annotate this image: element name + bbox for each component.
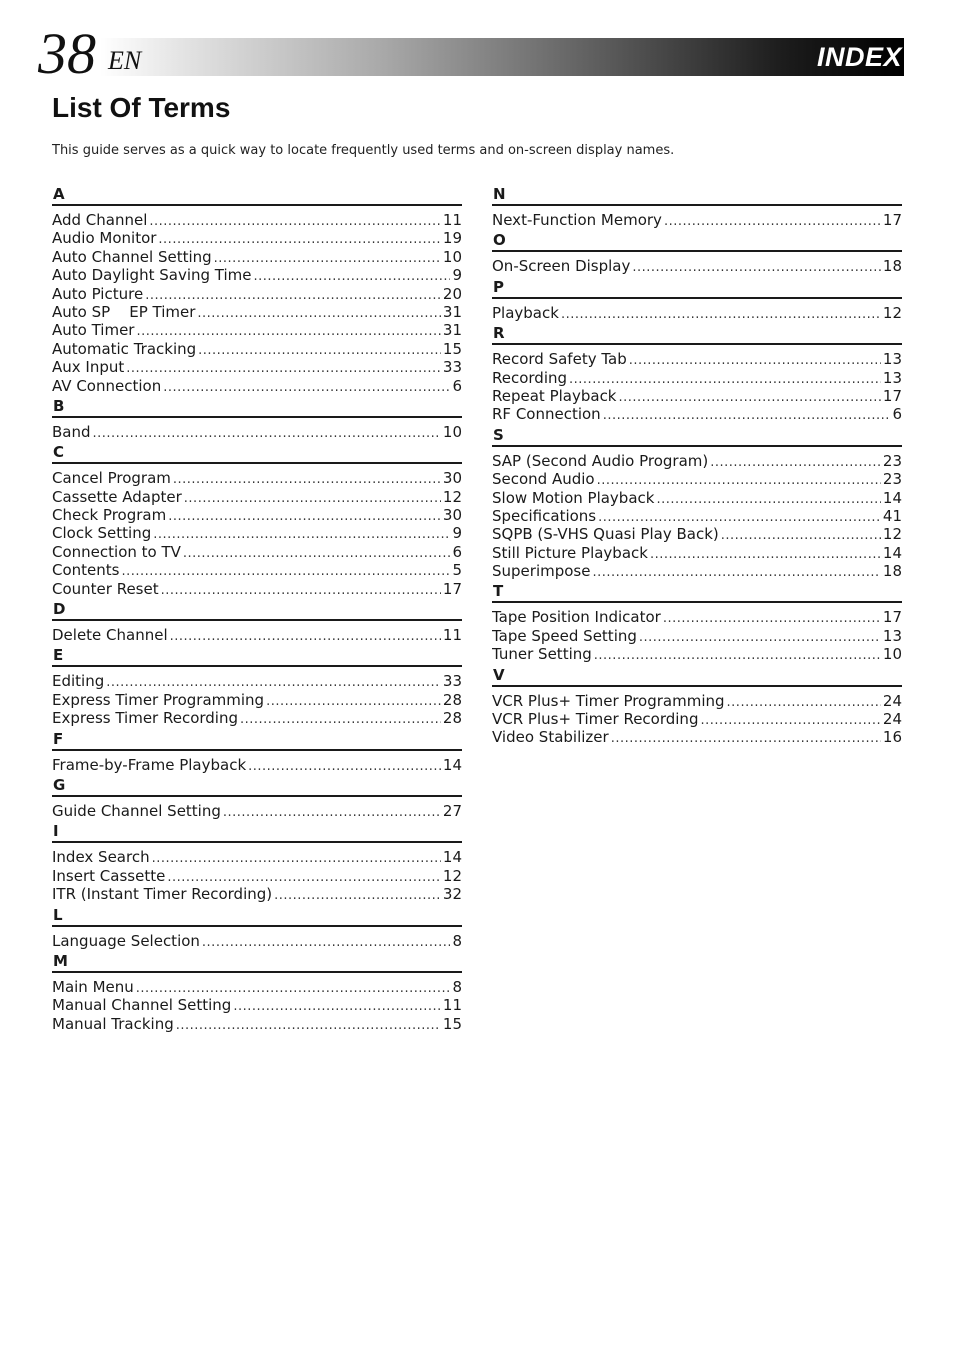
- index-entry: [492, 692, 902, 710]
- index-page-number: 31: [442, 302, 462, 321]
- dot-leader: [126, 360, 441, 376]
- dot-leader: [176, 1017, 441, 1033]
- index-term: Auto Daylight Saving Time: [52, 266, 252, 285]
- header-bar: [100, 38, 904, 76]
- index-page-number: 18: [882, 257, 902, 276]
- index-group-b: [52, 396, 462, 441]
- index-page-number: 30: [442, 469, 462, 488]
- index-entry: [52, 756, 462, 774]
- index-page-number: 8: [452, 977, 462, 996]
- index-term: On-Screen Display: [492, 257, 631, 276]
- dot-leader: [173, 471, 441, 487]
- index-term: Auto Picture: [52, 284, 144, 303]
- index-term: Second Audio: [492, 470, 595, 489]
- index-term: Tape Speed Setting: [492, 626, 637, 645]
- dot-leader: [603, 407, 891, 423]
- dot-leader: [240, 711, 441, 727]
- index-entry: [492, 525, 902, 543]
- index-group-p: [492, 277, 902, 322]
- index-entry: [52, 1015, 462, 1033]
- page-language-code: EN: [108, 46, 142, 75]
- dot-leader: [136, 323, 440, 339]
- dot-leader: [619, 389, 881, 405]
- index-page-number: 13: [882, 626, 902, 645]
- index-letter-heading: G: [52, 775, 462, 797]
- index-page-number: 11: [442, 996, 462, 1015]
- index-entry: [492, 304, 902, 322]
- index-group-d: [52, 599, 462, 644]
- index-term: SAP (Second Audio Program): [492, 451, 709, 470]
- index-term: Express Timer Programming: [52, 690, 265, 709]
- dot-leader: [93, 425, 441, 441]
- index-page-number: 6: [452, 542, 462, 561]
- dot-leader: [629, 352, 881, 368]
- index-entry: [492, 544, 902, 562]
- index-term: Recording: [492, 368, 568, 387]
- index-letter-heading: S: [492, 425, 902, 447]
- index-term: Tape Position Indicator: [492, 608, 661, 627]
- index-entry: [52, 802, 462, 820]
- dot-leader: [223, 804, 441, 820]
- index-page-number: 14: [442, 848, 462, 867]
- dot-leader: [561, 306, 881, 322]
- index-term: VCR Plus+ Timer Programming: [492, 691, 725, 710]
- index-page-number: 16: [882, 728, 902, 747]
- index-entry: [492, 489, 902, 507]
- index-term: Video Stabilizer: [492, 728, 609, 747]
- index-page-number: 10: [442, 247, 462, 266]
- index-term: Index Search: [52, 848, 150, 867]
- index-entry: [52, 266, 462, 284]
- index-term: Automatic Tracking: [52, 339, 197, 358]
- index-term: Express Timer Recording: [52, 709, 239, 728]
- index-term: Counter Reset: [52, 579, 159, 598]
- dot-leader: [183, 545, 451, 561]
- index-page-number: 23: [882, 451, 902, 470]
- index-entry: [52, 561, 462, 579]
- dot-leader: [710, 454, 881, 470]
- index-term: Delete Channel: [52, 626, 168, 645]
- index-entry: [52, 580, 462, 598]
- index-page-number: 28: [442, 709, 462, 728]
- index-page-number: 13: [882, 350, 902, 369]
- index-term: Clock Setting: [52, 524, 152, 543]
- index-entry: [492, 562, 902, 580]
- index-entry: [492, 608, 902, 626]
- dot-leader: [197, 305, 441, 321]
- index-page-number: 14: [442, 755, 462, 774]
- index-group-a: [52, 184, 462, 395]
- index-term: Cassette Adapter: [52, 487, 182, 506]
- index-letter-heading: F: [52, 729, 462, 751]
- index-entry: [492, 452, 902, 470]
- index-page-number: 28: [442, 690, 462, 709]
- index-term: Manual Channel Setting: [52, 996, 232, 1015]
- index-entry: [52, 524, 462, 542]
- index-group-n: [492, 184, 902, 229]
- index-term: SQPB (S-VHS Quasi Play Back): [492, 525, 719, 544]
- dot-leader: [167, 869, 441, 885]
- index-entry: [52, 340, 462, 358]
- index-page-number: 8: [452, 931, 462, 950]
- index-term: Slow Motion Playback: [492, 488, 655, 507]
- dot-leader: [266, 693, 441, 709]
- index-entry: [52, 248, 462, 266]
- index-entry: [52, 672, 462, 690]
- index-entry: [52, 996, 462, 1014]
- index-entry: [492, 470, 902, 488]
- index-group-g: [52, 775, 462, 820]
- dot-leader: [214, 250, 441, 266]
- index-entry: [492, 507, 902, 525]
- dot-leader: [632, 259, 881, 275]
- index-entry: [492, 645, 902, 663]
- dot-leader: [639, 629, 881, 645]
- dot-leader: [254, 268, 451, 284]
- index-entry: [492, 350, 902, 368]
- dot-leader: [569, 371, 881, 387]
- index-letter-heading: R: [492, 323, 902, 345]
- index-page-number: 19: [442, 229, 462, 248]
- index-group-l: [52, 905, 462, 950]
- index-letter-heading: B: [52, 396, 462, 418]
- index-entry: [492, 387, 902, 405]
- index-entry: [52, 211, 462, 229]
- index-entry: [52, 506, 462, 524]
- index-group-f: [52, 729, 462, 774]
- index-term: Still Picture Playback: [492, 543, 648, 562]
- index-page-number: 6: [452, 376, 462, 395]
- index-page-number: 5: [452, 561, 462, 580]
- index-column-left: [52, 184, 462, 1034]
- index-page-number: 13: [882, 368, 902, 387]
- index-entry: [52, 229, 462, 247]
- index-page-number: 6: [892, 405, 902, 424]
- index-entry: [52, 423, 462, 441]
- index-page-number: 32: [442, 885, 462, 904]
- index-term: VCR Plus+ Timer Recording: [492, 710, 699, 729]
- index-term: ITR (Instant Timer Recording): [52, 885, 273, 904]
- index-term: Language Selection: [52, 931, 200, 950]
- dot-leader: [136, 980, 451, 996]
- index-page-number: 17: [442, 579, 462, 598]
- index-term: Guide Channel Setting: [52, 801, 221, 820]
- page-title: List Of Terms: [52, 92, 231, 123]
- index-term: Editing: [52, 672, 105, 691]
- index-term: Frame-by-Frame Playback: [52, 755, 247, 774]
- index-group-e: [52, 645, 462, 727]
- index-page-number: 17: [882, 211, 902, 229]
- index-page-number: 31: [442, 321, 462, 340]
- index-letter-heading: E: [52, 645, 462, 667]
- index-term: Band: [52, 422, 91, 441]
- index-group-i: [52, 821, 462, 903]
- index-term: AV Connection: [52, 376, 162, 395]
- index-term: Auto Channel Setting: [52, 247, 212, 266]
- index-entry: [492, 211, 902, 229]
- index-term: Insert Cassette: [52, 866, 166, 885]
- dot-leader: [145, 287, 441, 303]
- index-term: Aux Input: [52, 358, 125, 377]
- dot-leader: [594, 647, 881, 663]
- index-column-right: [492, 184, 902, 748]
- index-term: Superimpose: [492, 562, 591, 581]
- index-letter-heading: M: [52, 951, 462, 973]
- index-letter-heading: L: [52, 905, 462, 927]
- index-entry: [492, 627, 902, 645]
- index-entry: [492, 257, 902, 275]
- index-term: Specifications: [492, 506, 597, 525]
- index-entry: [52, 377, 462, 395]
- dot-leader: [598, 509, 881, 525]
- index-page-number: 10: [882, 645, 902, 664]
- index-entry: [52, 626, 462, 644]
- index-page-number: 12: [882, 303, 902, 322]
- index-entry: [52, 488, 462, 506]
- index-page-number: 41: [882, 506, 902, 525]
- dot-leader: [597, 472, 881, 488]
- index-group-s: [492, 425, 902, 581]
- dot-leader: [663, 610, 881, 626]
- dot-leader: [121, 563, 450, 579]
- dot-leader: [158, 231, 440, 247]
- index-group-r: [492, 323, 902, 424]
- dot-leader: [727, 694, 881, 710]
- dot-leader: [274, 887, 441, 903]
- index-page-number: 15: [442, 1014, 462, 1033]
- index-entry: [52, 358, 462, 376]
- dot-leader: [700, 712, 880, 728]
- index-page-number: 15: [442, 339, 462, 358]
- index-page-number: 14: [882, 488, 902, 507]
- index-group-v: [492, 665, 902, 747]
- dot-leader: [721, 527, 881, 543]
- index-entry: [52, 932, 462, 950]
- dot-leader: [184, 490, 441, 506]
- index-entry: [52, 709, 462, 727]
- section-title: INDEX: [816, 42, 902, 72]
- index-page-number: 33: [442, 672, 462, 691]
- index-page-number: 27: [442, 801, 462, 820]
- index-page-number: 11: [442, 626, 462, 645]
- index-entry: [492, 405, 902, 423]
- index-term: Add Channel: [52, 211, 148, 229]
- index-group-m: [52, 951, 462, 1033]
- index-term: Manual Tracking: [52, 1014, 174, 1033]
- index-page-number: 12: [442, 866, 462, 885]
- dot-leader: [161, 582, 441, 598]
- index-entry: [52, 885, 462, 903]
- index-page-number: 24: [882, 710, 902, 729]
- index-page-number: 20: [442, 284, 462, 303]
- dot-leader: [650, 546, 881, 562]
- index-term: Cancel Program: [52, 469, 171, 488]
- index-letter-heading: I: [52, 821, 462, 843]
- index-term: Connection to TV: [52, 542, 181, 561]
- index-page-number: 24: [882, 691, 902, 710]
- dot-leader: [248, 758, 441, 774]
- page-number: 38: [38, 21, 96, 86]
- index-term: Auto SP EP Timer: [52, 302, 196, 321]
- dot-leader: [592, 564, 880, 580]
- dot-leader: [170, 628, 441, 644]
- dot-leader: [198, 342, 441, 358]
- index-page-number: 23: [882, 470, 902, 489]
- dot-leader: [153, 526, 450, 542]
- index-entry: [52, 321, 462, 339]
- index-term: Auto Timer: [52, 321, 135, 340]
- index-term: Playback: [492, 303, 559, 322]
- index-entry: [52, 303, 462, 321]
- index-letter-heading: N: [492, 184, 902, 206]
- index-entry: [52, 469, 462, 487]
- index-page-number: 9: [452, 524, 462, 543]
- index-page-number: 33: [442, 358, 462, 377]
- index-page-number: 30: [442, 506, 462, 525]
- index-page-number: 9: [452, 266, 462, 285]
- index-page-number: 12: [882, 525, 902, 544]
- dot-leader: [656, 491, 880, 507]
- intro-text: This guide serves as a quick way to locate frequently used terms and on-screen display names.: [52, 143, 675, 158]
- dot-leader: [152, 850, 441, 866]
- index-term: Contents: [52, 561, 120, 580]
- index-page-number: 11: [442, 211, 462, 229]
- index-letter-heading: V: [492, 665, 902, 687]
- index-term: Audio Monitor: [52, 229, 157, 248]
- dot-leader: [664, 213, 881, 229]
- index-entry: [492, 710, 902, 728]
- index-letter-heading: D: [52, 599, 462, 621]
- dot-leader: [202, 934, 451, 950]
- index-entry: [52, 978, 462, 996]
- index-term: Tuner Setting: [492, 645, 592, 664]
- index-page-number: 18: [882, 562, 902, 581]
- index-letter-heading: A: [52, 184, 462, 206]
- index-group-c: [52, 442, 462, 598]
- index-entry: [492, 728, 902, 746]
- dot-leader: [233, 998, 441, 1014]
- index-entry: [492, 369, 902, 387]
- index-letter-heading: P: [492, 277, 902, 299]
- index-page-number: 17: [882, 608, 902, 627]
- dot-leader: [163, 379, 450, 395]
- index-term: RF Connection: [492, 405, 601, 424]
- index-letter-heading: C: [52, 442, 462, 464]
- index-page-number: 17: [882, 386, 902, 405]
- index-entry: [52, 285, 462, 303]
- index-page-number: 12: [442, 487, 462, 506]
- index-entry: [52, 867, 462, 885]
- index-page-number: 14: [882, 543, 902, 562]
- dot-leader: [149, 213, 441, 229]
- dot-leader: [611, 730, 881, 746]
- index-term: Record Safety Tab: [492, 350, 627, 369]
- index-letter-heading: O: [492, 230, 902, 252]
- index-term: Next-Function Memory: [492, 211, 662, 229]
- index-page-number: 10: [442, 422, 462, 441]
- index-entry: [52, 848, 462, 866]
- index-group-t: [492, 581, 902, 663]
- dot-leader: [106, 674, 441, 690]
- index-entry: [52, 543, 462, 561]
- index-group-o: [492, 230, 902, 275]
- index-letter-heading: T: [492, 581, 902, 603]
- dot-leader: [168, 508, 441, 524]
- index-term: Repeat Playback: [492, 386, 617, 405]
- index-term: Check Program: [52, 506, 167, 525]
- index-entry: [52, 691, 462, 709]
- index-term: Main Menu: [52, 977, 134, 996]
